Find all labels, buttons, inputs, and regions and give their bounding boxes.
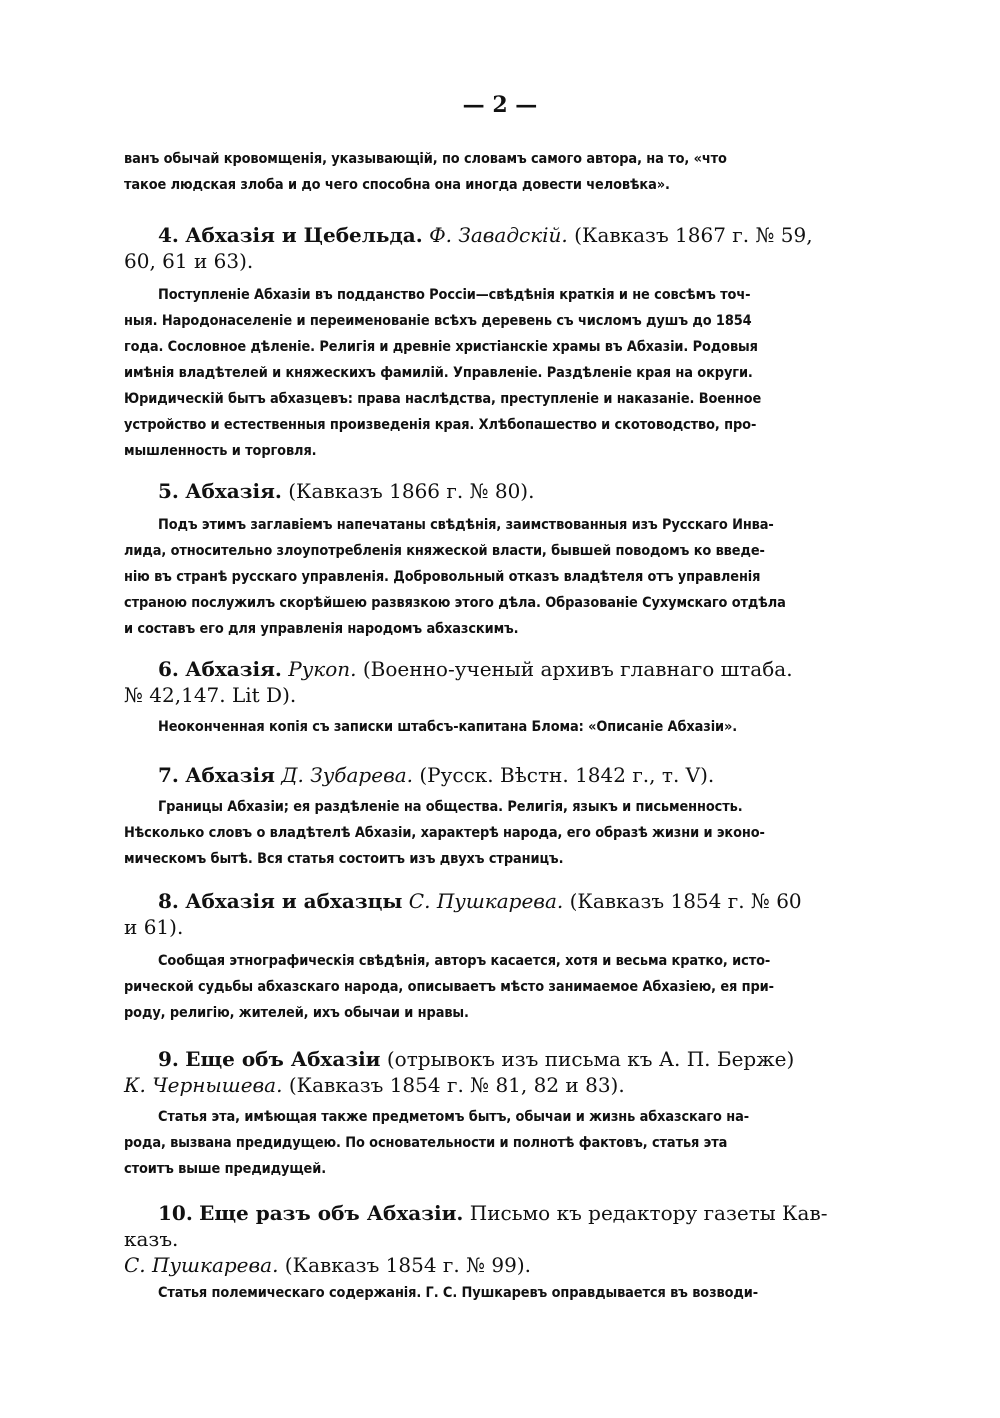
heading-line: [124, 1072, 826, 1098]
heading-line: [124, 248, 826, 274]
heading-line: [124, 656, 826, 682]
entry-author: Д. Зубарева.: [281, 763, 413, 787]
body-line: лида, относительно злоупотребленія княжеской власти, бывшей поводомъ ко введе-: [124, 543, 765, 559]
entry-body: [124, 512, 826, 642]
entry-source: (Кавказъ 1854 г. № 99).: [284, 1253, 532, 1277]
entry-number: 8.: [158, 889, 179, 913]
intro-body: [124, 146, 826, 198]
body-line: Границы Абхазіи; ея раздѣленіе на общества. Религія, языкъ и письменность.: [158, 799, 743, 815]
entry-source: (Кавказъ 1867 г. № 59,: [574, 223, 813, 247]
entry-heading: [124, 888, 826, 940]
entry-title: Еще объ Абхазіи: [185, 1047, 381, 1071]
body-line: Статья эта, имѣющая также предметомъ бытъ, обычаи и жизнь абхазскаго на-: [158, 1109, 750, 1125]
entry-body: [124, 1104, 826, 1182]
body-line: страною послужилъ скорѣйшею развязкою этого дѣла. Образованіе Сухумскаго отдѣла: [124, 595, 786, 611]
heading-line: [124, 222, 826, 248]
body-line: Нѣсколько словъ о владѣтелѣ Абхазіи, характерѣ народа, его образѣ жизни и эконо-: [124, 825, 765, 841]
heading-line: [124, 1252, 826, 1278]
entry-title: Абхазія и абхазцы: [185, 889, 403, 913]
body-line: рода, вызвана предидущею. По основательности и полнотѣ фактовъ, статья эта: [124, 1135, 728, 1151]
entry-source: (Кавказъ 1866 г. № 80).: [288, 479, 535, 503]
entry-9: [124, 1046, 826, 1182]
entry-heading: [124, 478, 826, 504]
body-line: ванъ обычай кровомщенія, указывающій, по словамъ самого автора, на то, «что: [124, 151, 727, 167]
entry-5: [124, 478, 826, 642]
body-line: рической судьбы абхазскаго народа, описываетъ мѣсто занимаемое Абхазіею, ея при-: [124, 979, 774, 995]
entry-heading: [124, 1046, 826, 1098]
entry-4: [124, 222, 826, 464]
entry-author: С. Пушкарева.: [124, 1253, 279, 1277]
entry-source: 60, 61 и 63).: [124, 249, 254, 273]
body-line: Поступленіе Абхазіи въ подданство Россіи—свѣдѣнія краткія и не совсѣмъ точ-: [158, 287, 751, 303]
entry-number: 5.: [158, 479, 179, 503]
entry-title: Абхазія и Цебельда.: [185, 223, 423, 247]
body-line: имѣнія владѣтелей и княжескихъ фамилій. Управленіе. Раздѣленіе края на округи.: [124, 365, 753, 381]
entry-number: 4.: [158, 223, 179, 247]
body-line: мическомъ бытѣ. Вся статья состоитъ изъ двухъ страницъ.: [124, 851, 564, 867]
body-line: Сообщая этнографическія свѣдѣнія, авторъ касается, хотя и весьма кратко, исто-: [158, 953, 771, 969]
entry-author: Рукоп.: [288, 657, 357, 681]
body-line: года. Сословное дѣленіе. Религія и древніе христіанскіе храмы въ Абхазіи. Родовыя: [124, 339, 758, 355]
entry-title: Абхазія: [185, 763, 275, 787]
entry-body: [124, 948, 826, 1026]
entry-source: № 42,147. Lit D).: [124, 683, 297, 707]
entry-number: 10.: [158, 1201, 193, 1225]
body-line: нію въ странѣ русскаго управленія. Добровольный отказъ владѣтеля отъ управленія: [124, 569, 761, 585]
entry-source: Письмо къ редактору газеты Кав-: [469, 1201, 828, 1225]
entry-source: казъ.: [124, 1227, 179, 1251]
heading-line: [124, 888, 826, 914]
entry-body: [124, 1280, 826, 1306]
entry-6: [124, 656, 826, 740]
entry-source: (Кавказъ 1854 г. № 81, 82 и 83).: [288, 1073, 625, 1097]
heading-line: [124, 1046, 826, 1072]
entry-number: 7.: [158, 763, 179, 787]
heading-line: [124, 1200, 826, 1226]
body-line: стоитъ выше предидущей.: [124, 1161, 327, 1177]
entry-8: [124, 888, 826, 1026]
heading-line: [124, 914, 826, 940]
entry-source: (Военно-ученый архивъ главнаго штаба.: [362, 657, 793, 681]
entry-title: Абхазія.: [185, 479, 282, 503]
entry-source: и 61).: [124, 915, 184, 939]
intro-paragraph: [124, 146, 826, 198]
page-number: — 2 —: [462, 92, 538, 118]
entry-author: К. Чернышева.: [124, 1073, 283, 1097]
body-line: Неоконченная копія съ записки штабсъ-капитана Блома: «Описаніе Абхазіи».: [158, 719, 738, 735]
heading-line: [124, 762, 826, 788]
entry-author: С. Пушкарева.: [408, 889, 564, 913]
entry-heading: [124, 762, 826, 788]
body-line: мышленность и торговля.: [124, 443, 317, 459]
body-line: устройство и естественныя произведенія края. Хлѣбопашество и скотоводство, про-: [124, 417, 757, 433]
entry-source: (Кавказъ 1854 г. № 60: [569, 889, 802, 913]
entry-body: [124, 714, 826, 740]
body-line: Юридическій бытъ абхазцевъ: права наслѣдства, преступленіе и наказаніе. Военное: [124, 391, 762, 407]
body-line: Статья полемическаго содержанія. Г. С. Пушкаревъ оправдывается въ возводи-: [158, 1285, 759, 1301]
body-line: роду, религію, жителей, ихъ обычаи и нравы.: [124, 1005, 469, 1021]
heading-line: [124, 478, 826, 504]
body-line: Подъ этимъ заглавіемъ напечатаны свѣдѣнія, заимствованныя изъ Русскаго Инва-: [158, 517, 774, 533]
entry-title: Еще разъ объ Абхазіи.: [199, 1201, 464, 1225]
entry-heading: [124, 656, 826, 708]
entry-source: (отрывокъ изъ письма къ А. П. Берже): [386, 1047, 795, 1071]
entry-10: [124, 1200, 826, 1306]
heading-line: [124, 682, 826, 708]
heading-line: [124, 1226, 826, 1252]
entry-number: 6.: [158, 657, 179, 681]
entry-title: Абхазія.: [185, 657, 282, 681]
entry-number: 9.: [158, 1047, 179, 1071]
entry-heading: [124, 222, 826, 274]
body-line: и составъ его для управленія народомъ абхазскимъ.: [124, 621, 519, 637]
entry-heading: [124, 1200, 826, 1278]
body-line: такое людская злоба и до чего способна она иногда довести человѣка».: [124, 177, 670, 193]
entry-author: Ф. Завадскій.: [429, 223, 568, 247]
entry-body: [124, 794, 826, 872]
entry-7: [124, 762, 826, 872]
entry-source: (Русск. Вѣстн. 1842 г., т. V).: [419, 763, 715, 787]
body-line: ныя. Народонаселеніе и переименованіе всѣхъ деревень съ числомъ душъ до 1854: [124, 313, 752, 329]
entry-body: [124, 282, 826, 464]
